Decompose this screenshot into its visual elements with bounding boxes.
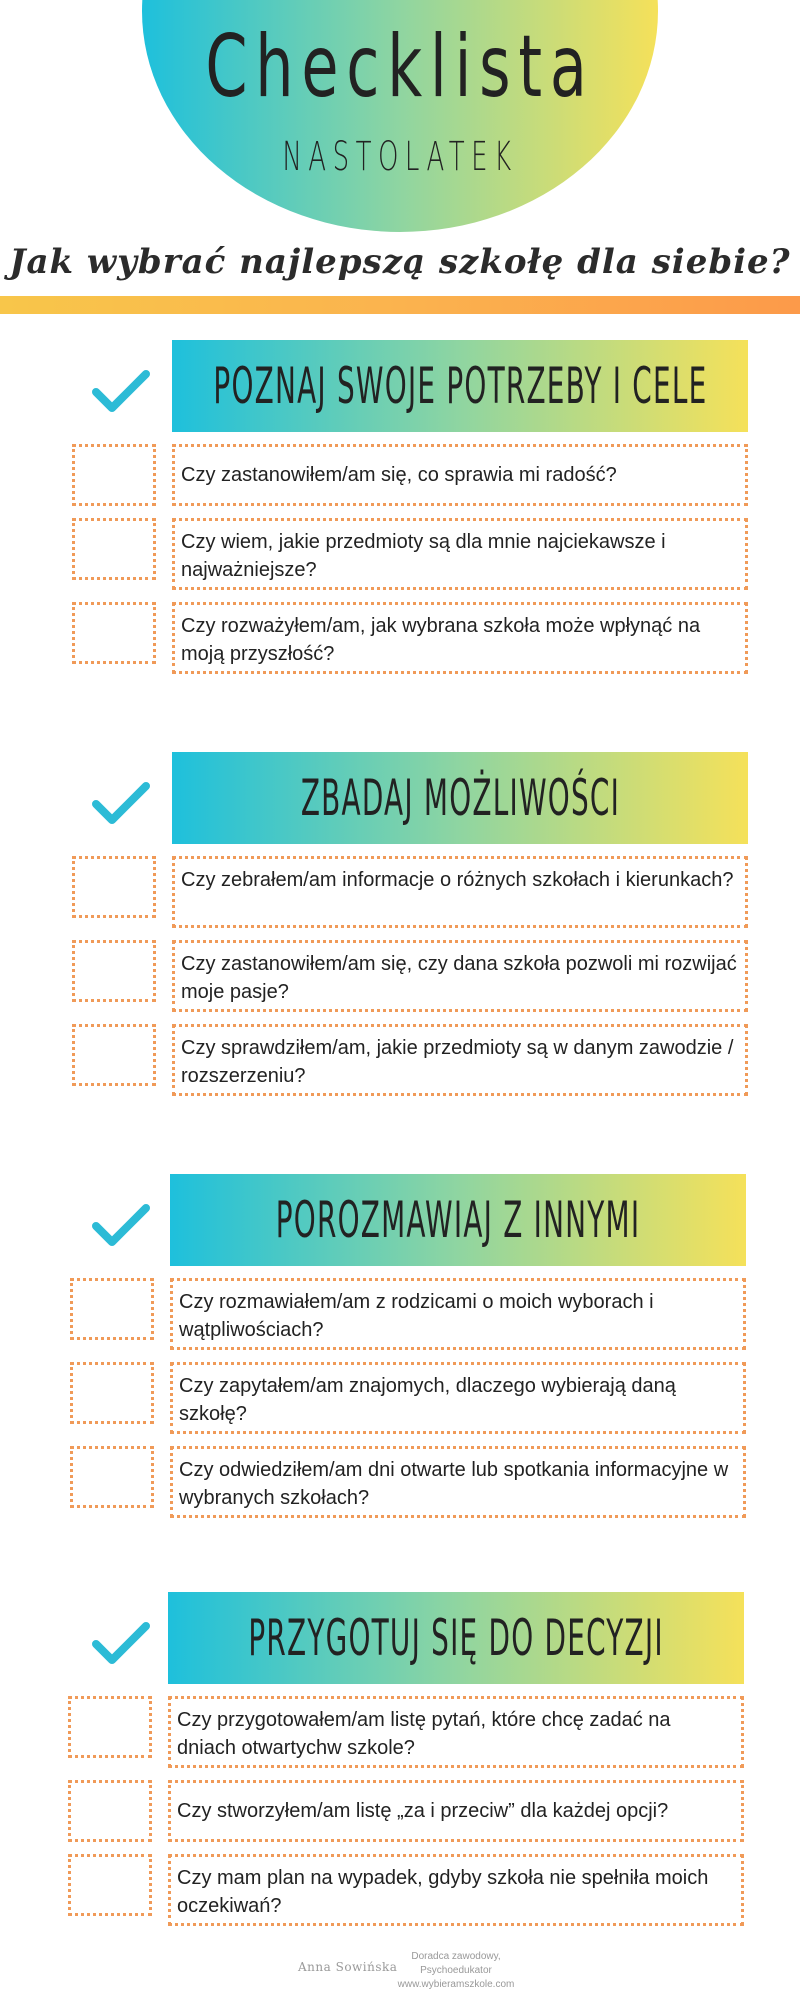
question-item: Czy rozmawiałem/am z rodzicami o moich wyborach i wątpliwościach? — [170, 1278, 746, 1350]
checkmark-icon — [92, 782, 150, 826]
checkbox[interactable] — [72, 1024, 156, 1086]
checkbox[interactable] — [72, 856, 156, 918]
footer — [0, 1950, 800, 1990]
question-item: Czy przygotowałem/am listę pytań, które chcę zadać na dniach otwartychw szkole? — [168, 1696, 744, 1768]
question-item: Czy zastanowiłem/am się, co sprawia mi radość? — [172, 444, 748, 506]
question-item: Czy stworzyłem/am listę „za i przeciw” dla każdej opcji? — [168, 1780, 744, 1842]
footer-role: Doradca zawodowy, Psychoedukator — [411, 1951, 501, 1976]
question-item: Czy zastanowiłem/am się, czy dana szkoła pozwoli mi rozwijać moje pasje? — [172, 940, 748, 1012]
checkbox[interactable] — [72, 518, 156, 580]
question-item: Czy zapytałem/am znajomych, dlaczego wybierają daną szkołę? — [170, 1362, 746, 1434]
question-item: Czy odwiedziłem/am dni otwarte lub spotkania informacyjne w wybranych szkołach? — [170, 1446, 746, 1518]
footer-website[interactable]: www.wybieramszkole.com — [397, 1979, 515, 1990]
page-subtitle: NASTOLATEK — [282, 134, 518, 180]
footer-info — [376, 1950, 536, 1992]
checkbox[interactable] — [70, 1446, 154, 1508]
checkbox[interactable] — [68, 1696, 152, 1758]
checkbox[interactable] — [72, 940, 156, 1002]
question-item: Czy rozważyłem/am, jak wybrana szkoła może wpłynąć na moją przyszłość? — [172, 602, 748, 674]
question-item: Czy zebrałem/am informacje o różnych szkołach i kierunkach? — [172, 856, 748, 928]
tagline: Jak wybrać najlepszą szkołę dla siebie? — [9, 242, 791, 282]
checkmark-icon — [92, 370, 150, 414]
checkbox[interactable] — [72, 444, 156, 506]
checkmark-icon — [92, 1204, 150, 1248]
section-heading: ZBADAJ MOŻLIWOŚCI — [172, 752, 748, 844]
checkbox[interactable] — [72, 602, 156, 664]
question-item: Czy mam plan na wypadek, gdyby szkoła nie spełniła moich oczekiwań? — [168, 1854, 744, 1926]
page-title: Checklista — [205, 17, 595, 117]
checkbox[interactable] — [70, 1278, 154, 1340]
question-item: Czy wiem, jakie przedmioty są dla mnie najciekawsze i najważniejsze? — [172, 518, 748, 590]
footer-author: Anna Sowińska — [298, 1960, 398, 1974]
checkbox[interactable] — [70, 1362, 154, 1424]
section-heading: POZNAJ SWOJE POTRZEBY I CELE — [172, 340, 748, 432]
section-heading: PRZYGOTUJ SIĘ DO DECYZJI — [168, 1592, 744, 1684]
checkbox[interactable] — [68, 1780, 152, 1842]
section-heading: POROZMAWIAJ Z INNYMI — [170, 1174, 746, 1266]
question-item: Czy sprawdziłem/am, jakie przedmioty są w danym zawodzie / rozszerzeniu? — [172, 1024, 748, 1096]
checkbox[interactable] — [68, 1854, 152, 1916]
divider — [0, 296, 800, 314]
checkmark-icon — [92, 1622, 150, 1666]
